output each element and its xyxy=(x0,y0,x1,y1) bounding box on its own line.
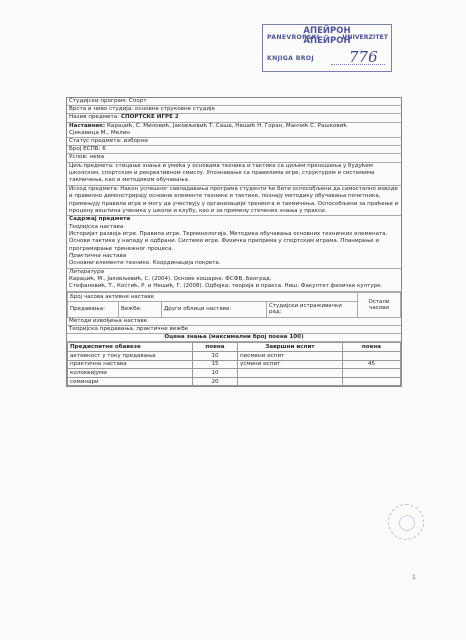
hours-lectures: Предавања: xyxy=(68,301,119,317)
grade-cell: 20 xyxy=(193,377,238,386)
outcome-row: Исход предмета: Након успешног савладавања програма студенти ће бити оспособљени да самостално изводе и правилно демонстрирају основне елементе технике и тактике, познају методику обучавања почетника, примењују правила игре и могу да учествују у организацији тренинга и такмичења. Оспособљени за праћење и процену вештина ученика у школи и клубу, као и за примену стечених знања у пракси. xyxy=(67,186,401,217)
espb-row: Број ЕСПБ: 6 xyxy=(67,146,401,154)
content-row xyxy=(67,216,401,268)
prereq-row: Услов: нема xyxy=(67,154,401,162)
literature-row xyxy=(67,269,401,292)
hours-other: Остали часови xyxy=(358,292,401,317)
grade-cell xyxy=(343,377,401,386)
table-row xyxy=(68,377,401,386)
literature-title: Литература xyxy=(69,268,105,275)
teachers-cont: Сјекавица М., Мелин xyxy=(69,129,130,136)
hours-table xyxy=(67,292,401,318)
table-row xyxy=(68,351,401,360)
teachers-row xyxy=(67,123,401,138)
table-row xyxy=(68,369,401,378)
seal-emblem xyxy=(388,504,424,540)
page-number: 1 xyxy=(412,574,416,581)
stamp-line-mid: АПЕЙРОН АПЕЙРОН xyxy=(303,26,351,46)
teachers-label: Наставник: xyxy=(69,122,106,129)
grade-cell: активност у току предавања xyxy=(68,351,193,360)
practice-title: Практична настава xyxy=(69,253,127,260)
course-name-label: Назив предмета: xyxy=(69,114,120,121)
goal-row: Циљ предмета: стицање знања и умећа у основама техника и тактике са циљем преношења у будућем школском, спортском и рекреативном смислу. Упознавање са правилима игре, структуром и системима такмичења, као и методиком обучавања. xyxy=(67,163,401,186)
theory-title: Теоријска настава xyxy=(69,223,124,230)
stamp-line-left-top: PANEVROPSKI xyxy=(267,34,320,41)
grade-cell: писмени испит xyxy=(238,351,343,360)
course-name-row xyxy=(67,114,401,122)
methods-title: Методе извођења наставе xyxy=(67,318,401,326)
grade-cell: 10 xyxy=(193,369,238,378)
hours-other-forms: Други облици наставе: xyxy=(162,301,267,317)
grades-table xyxy=(67,342,401,386)
course-form xyxy=(66,97,402,387)
teachers: Караџић, С. Миловић, Јаковљевић Т. Саша, Нешић Н. Горан, Манчић С. Рашковић xyxy=(106,122,347,129)
table-row xyxy=(68,360,401,369)
grade-cell: практична настава xyxy=(68,360,193,369)
hours-title: Број часова активне наставе xyxy=(68,292,358,301)
grade-cell xyxy=(238,377,343,386)
status-row: Статус предмета: изборни xyxy=(67,138,401,146)
methods-row: Теоријска предавања, практичне вежбе xyxy=(67,326,401,334)
grade-cell: семинари xyxy=(68,377,193,386)
grade-header: Завршни испит xyxy=(238,343,343,352)
content-title: Садржај предмета xyxy=(69,216,131,223)
course-name: СПОРТСКЕ ИГРЕ 2 xyxy=(120,114,179,121)
grade-cell xyxy=(238,369,343,378)
hours-research: Студијски истраживачки рад: xyxy=(267,301,358,317)
grade-cell: усмени испит xyxy=(238,360,343,369)
hours-exercises: Вежбе: xyxy=(119,301,162,317)
grade-title: Оцена знања (максимални број поена 100) xyxy=(67,334,401,342)
stamp-number-line xyxy=(331,64,385,65)
registry-stamp xyxy=(262,24,392,72)
stamp-line-left-bottom: KNJIGA BROJ xyxy=(267,55,314,62)
program-row: Студијски програм: Спорт xyxy=(67,98,401,106)
grade-cell: 45 xyxy=(343,360,401,369)
grade-header: поена xyxy=(193,343,238,352)
stamp-number: 776 xyxy=(349,48,378,66)
grade-cell: 15 xyxy=(193,360,238,369)
grade-header: поена xyxy=(343,343,401,352)
grade-header: Предиспитне обавезе xyxy=(68,343,193,352)
grade-cell: колоквијуми xyxy=(68,369,193,378)
practice-text: Основни елементи технике. Координација покрета. xyxy=(69,260,221,267)
theory-text: Историјат развоја игре. Правила игре. Терминологија. Методика обучавања основних техничких елемената. Основи тактике у нападу и одбрани. Системи игре. Физичка припрема у спортским играма. Планирање и програмирање тренажног процеса. xyxy=(69,230,388,252)
literature-item-2: Стефановић, Т., Костић, Р. и Нешић, Г. (2008). Одбојка: теорија и пракса. Ниш: Факултет физичке културе. xyxy=(69,283,383,290)
course-type-row: Врста и ниво студија: основне струковне студије xyxy=(67,106,401,114)
grade-cell: 10 xyxy=(193,351,238,360)
literature-item-1: Караџић, М., Јаковљевић, С. (2004). Основе кошарке. ФСФВ, Београд. xyxy=(69,275,272,282)
grade-cell xyxy=(343,369,401,378)
grade-cell xyxy=(343,351,401,360)
stamp-line-right-top: UNIVERZITET xyxy=(342,34,388,41)
